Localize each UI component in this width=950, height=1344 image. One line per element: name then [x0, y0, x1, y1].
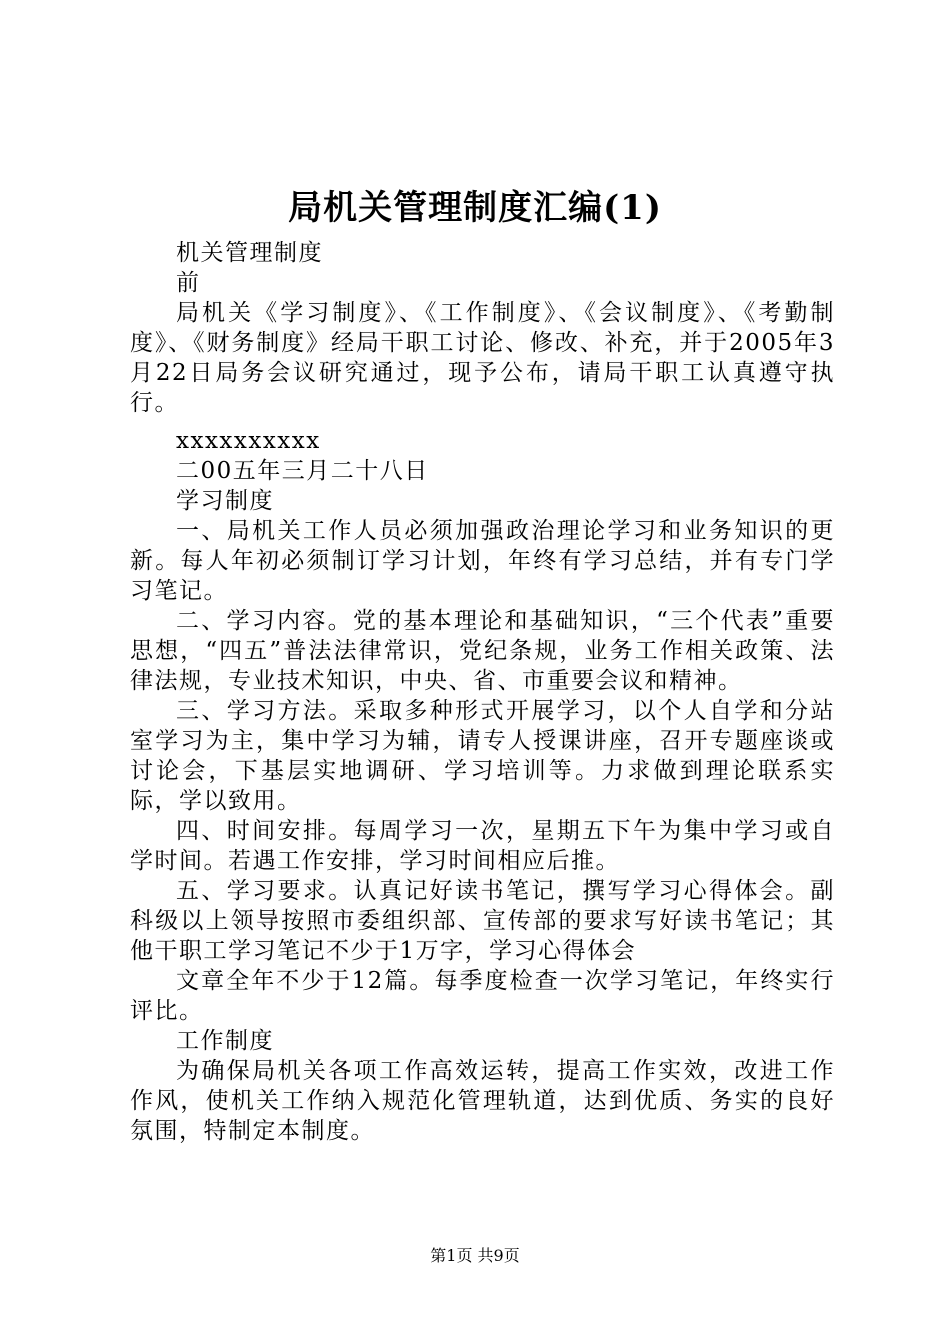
page-number-footer: 第1页 共9页 — [430, 1246, 520, 1265]
paragraph-study-2: 二、学习内容。党的基本理论和基础知识，“三个代表”重要思想，“四五”普法法律常识，党纪条规，业务工作相关政策、法律法规，专业技术知识，中央、省、市重要会议和精神。 — [130, 608, 835, 694]
paragraph-preface: 局机关《学习制度》、《工作制度》、《会议制度》、《考勤制度》、《财务制度》经局干职工讨论、修改、补充，并于2005年3月22日局务会议研究通过，现予公布，请局干职工认真遵守执行。 — [130, 300, 835, 416]
paragraph-heading-study: 学习制度 — [176, 488, 274, 514]
paragraph-study-4: 四、时间安排。每周学习一次，星期五下午为集中学习或自学时间。若遇工作安排，学习时间相应后推。 — [130, 818, 835, 874]
paragraph-heading-management: 机关管理制度 — [176, 240, 323, 266]
paragraph-work-intro: 为确保局机关各项工作高效运转，提高工作实效，改进工作作风，使机关工作纳入规范化管理轨道，达到优质、务实的良好氛围，特制定本制度。 — [130, 1058, 835, 1144]
paragraph-date: 二00五年三月二十八日 — [176, 458, 429, 484]
paragraph-issuer: xxxxxxxxxx — [176, 428, 321, 454]
paragraph-study-1: 一、局机关工作人员必须加强政治理论学习和业务知识的更新。每人年初必须制订学习计划，年终有学习总结，并有专门学习笔记。 — [130, 518, 835, 604]
paragraph-study-5-cont: 文章全年不少于12篇。每季度检查一次学习笔记，年终实行评比。 — [130, 968, 835, 1024]
document-title: 局机关管理制度汇编(1) — [288, 188, 662, 228]
paragraph-preface-label: 前 — [176, 270, 201, 296]
paragraph-heading-work: 工作制度 — [176, 1028, 274, 1054]
document-body — [130, 238, 835, 1146]
paragraph-study-3: 三、学习方法。采取多种形式开展学习，以个人自学和分站室学习为主，集中学习为辅，请专人授课讲座，召开专题座谈或讨论会，下基层实地调研、学习培训等。力求做到理论联系实际，学以致用。 — [130, 698, 835, 814]
paragraph-study-5: 五、学习要求。认真记好读书笔记，撰写学习心得体会。副科级以上领导按照市委组织部、宣传部的要求写好读书笔记；其他干职工学习笔记不少于1万字，学习心得体会 — [130, 878, 835, 964]
